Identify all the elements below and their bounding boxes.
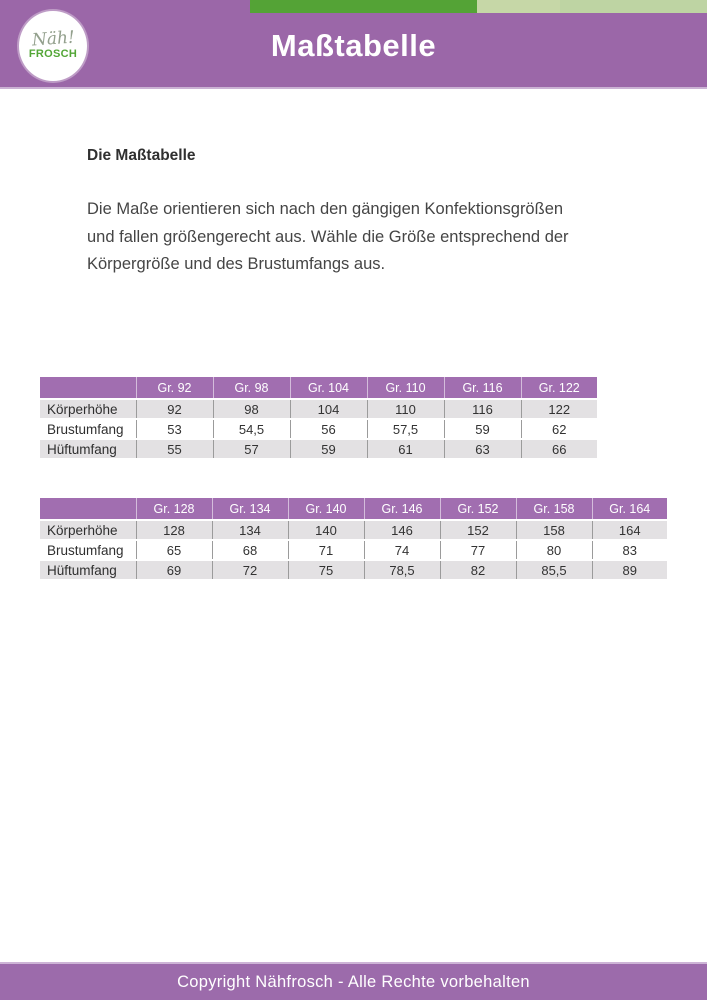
page-footer xyxy=(0,962,707,1000)
table-cell: 134 xyxy=(212,520,288,540)
size-table-large-table xyxy=(40,498,667,579)
table-header-cell: Gr. 134 xyxy=(212,498,288,520)
table-cell: 66 xyxy=(521,439,597,458)
table-header-row xyxy=(40,498,667,520)
table-cell: 146 xyxy=(364,520,440,540)
table-cell: 74 xyxy=(364,540,440,560)
table-cell: 65 xyxy=(136,540,212,560)
page-title: Maßtabelle xyxy=(270,28,437,63)
table-cell: 152 xyxy=(440,520,516,540)
table-cell: 78,5 xyxy=(364,560,440,579)
table-header-cell: Gr. 158 xyxy=(516,498,592,520)
table-cell: 80 xyxy=(516,540,592,560)
table-cell: 122 xyxy=(521,399,597,419)
table-header-cell: Gr. 104 xyxy=(290,377,367,399)
table-header-cell: Gr. 164 xyxy=(592,498,667,520)
section-heading: Die Maßtabelle xyxy=(87,147,196,164)
table-row xyxy=(40,540,667,560)
table-cell: 72 xyxy=(212,560,288,579)
logo-script-text: Näh! xyxy=(30,27,76,51)
paragraph-line: Körpergröße und des Brustumfangs aus. xyxy=(87,255,386,273)
row-label: Brustumfang xyxy=(40,419,136,439)
table-cell: 89 xyxy=(592,560,667,579)
row-label: Brustumfang xyxy=(40,540,136,560)
table-cell: 54,5 xyxy=(213,419,290,439)
table-header-cell xyxy=(40,498,136,520)
table-cell: 63 xyxy=(444,439,521,458)
table-cell: 85,5 xyxy=(516,560,592,579)
table-header-cell: Gr. 122 xyxy=(521,377,597,399)
table-cell: 140 xyxy=(288,520,364,540)
table-cell: 164 xyxy=(592,520,667,540)
table-cell: 83 xyxy=(592,540,667,560)
table-cell: 56 xyxy=(290,419,367,439)
paragraph-line: und fallen größengerecht aus. Wähle die Größe entsprechend der xyxy=(87,227,569,246)
page-header xyxy=(0,0,707,89)
table-cell: 92 xyxy=(136,399,213,419)
logo-brand-text: FROSCH xyxy=(28,48,78,60)
table-row xyxy=(40,560,667,579)
size-table-small-table xyxy=(40,377,597,458)
table-cell: 55 xyxy=(136,439,213,458)
table-header-cell: Gr. 152 xyxy=(440,498,516,520)
table-header-cell xyxy=(40,377,136,399)
table-header-cell: Gr. 146 xyxy=(364,498,440,520)
table-row xyxy=(40,419,597,439)
copyright-text: Copyright Nähfrosch - Alle Rechte vorbehalten xyxy=(177,972,530,991)
table-cell: 68 xyxy=(212,540,288,560)
size-table-large xyxy=(40,498,667,579)
table-cell: 110 xyxy=(367,399,444,419)
table-cell: 57,5 xyxy=(367,419,444,439)
row-label: Körperhöhe xyxy=(40,399,136,419)
table-cell: 71 xyxy=(288,540,364,560)
table-cell: 62 xyxy=(521,419,597,439)
table-cell: 158 xyxy=(516,520,592,540)
table-header-cell: Gr. 98 xyxy=(213,377,290,399)
table-header-cell: Gr. 92 xyxy=(136,377,213,399)
table-cell: 116 xyxy=(444,399,521,419)
table-cell: 128 xyxy=(136,520,212,540)
paragraph-line: Die Maße orientieren sich nach den gängigen Konfektionsgrößen xyxy=(87,200,564,218)
table-header-cell: Gr. 128 xyxy=(136,498,212,520)
table-row xyxy=(40,439,597,458)
row-label: Hüftumfang xyxy=(40,560,136,579)
table-cell: 61 xyxy=(367,439,444,458)
table-cell: 59 xyxy=(444,419,521,439)
top-accent-bar-dark-green xyxy=(250,0,477,13)
table-row xyxy=(40,520,667,540)
table-cell: 57 xyxy=(213,439,290,458)
top-accent-bar-light-green xyxy=(477,0,560,13)
table-cell: 82 xyxy=(440,560,516,579)
size-table-small xyxy=(40,377,597,458)
table-cell: 59 xyxy=(290,439,367,458)
table-cell: 77 xyxy=(440,540,516,560)
table-header-cell: Gr. 110 xyxy=(367,377,444,399)
top-accent-bar-light-green-2 xyxy=(560,0,707,13)
row-label: Hüftumfang xyxy=(40,439,136,458)
table-cell: 53 xyxy=(136,419,213,439)
row-label: Körperhöhe xyxy=(40,520,136,540)
table-row xyxy=(40,399,597,419)
table-header-row xyxy=(40,377,597,399)
intro-paragraph xyxy=(87,196,627,279)
table-cell: 75 xyxy=(288,560,364,579)
table-cell: 69 xyxy=(136,560,212,579)
table-header-cell: Gr. 140 xyxy=(288,498,364,520)
table-cell: 104 xyxy=(290,399,367,419)
table-cell: 98 xyxy=(213,399,290,419)
table-header-cell: Gr. 116 xyxy=(444,377,521,399)
